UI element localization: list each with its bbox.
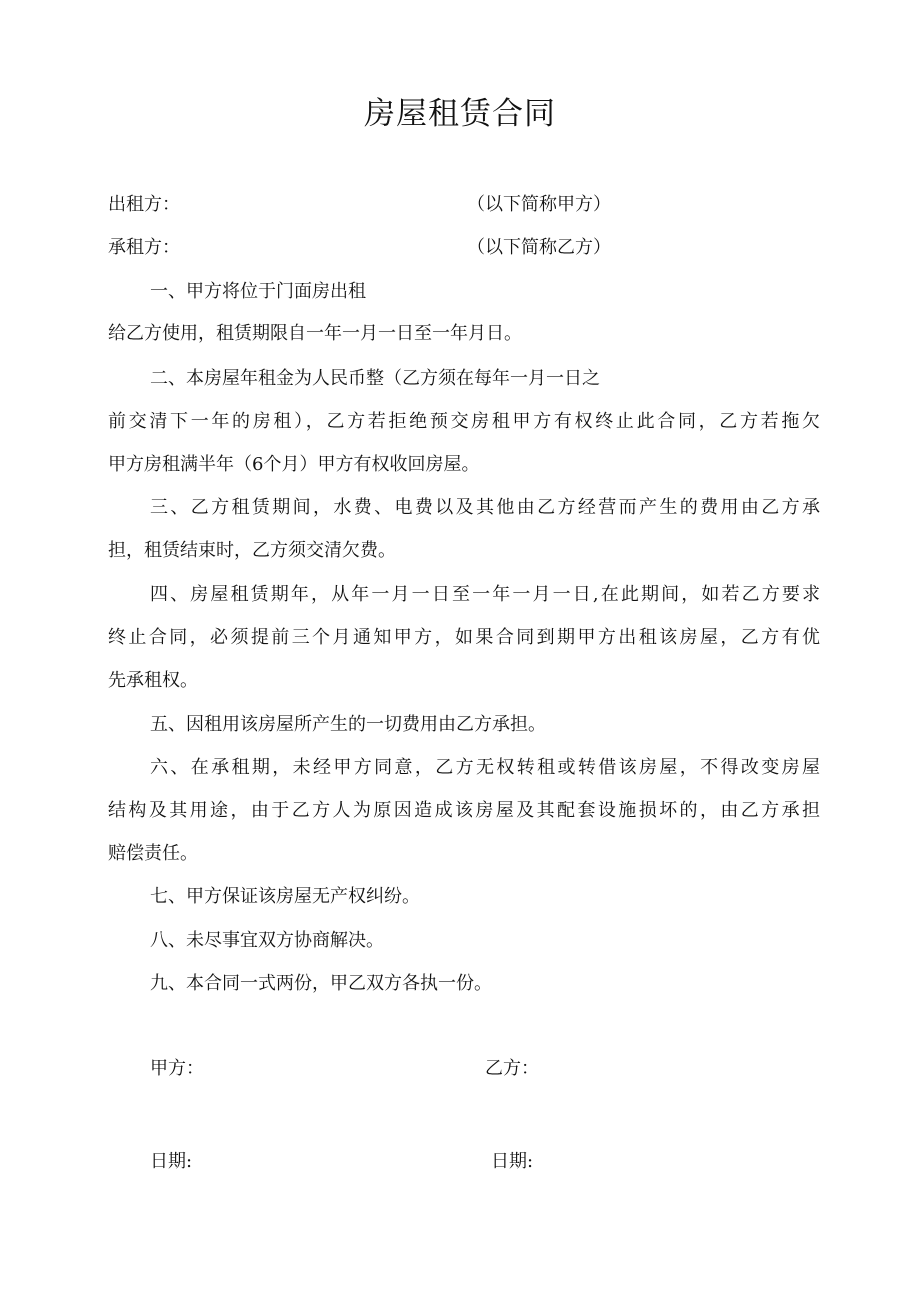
party-a-signature-label: 甲方： xyxy=(150,1058,204,1079)
lessor-label: 出租方： xyxy=(108,194,180,215)
clause-4-line-3: 先承租权。 xyxy=(108,670,198,691)
clause-4-line-2: 终止合同，必须提前三个月通知甲方，如果合同到期甲方出租该房屋，乙方有优 xyxy=(108,627,820,648)
clause-2-line-3: 甲方房租满半年（6个月）甲方有权收回房屋。 xyxy=(108,454,480,475)
clause-6-line-2: 结构及其用途，由于乙方人为原因造成该房屋及其配套设施损坏的，由乙方承担 xyxy=(108,800,820,821)
clause-1-line-2: 给乙方使用，租赁期限自一年一月一日至一年月日。 xyxy=(108,323,522,344)
clause-2-line-2: 前交清下一年的房租），乙方若拒绝预交房租甲方有权终止此合同，乙方若拖欠 xyxy=(108,411,820,432)
clause-3-line-1: 三、乙方租赁期间，水费、电费以及其他由乙方经营而产生的费用由乙方承 xyxy=(150,497,820,518)
party-b-signature-label: 乙方： xyxy=(485,1058,539,1079)
document-title: 房屋租赁合同 xyxy=(364,96,556,132)
clause-6-line-1: 六、在承租期，未经甲方同意，乙方无权转租或转借该房屋，不得改变房屋 xyxy=(150,757,820,778)
clause-6-line-3: 赔偿责任。 xyxy=(108,843,198,864)
clause-2-line-1: 二、本房屋年租金为人民币整（乙方须在每年一月一日之 xyxy=(150,368,600,389)
clause-3-line-2: 担，租赁结束时，乙方须交清欠费。 xyxy=(108,540,396,561)
lessee-label: 承租方： xyxy=(108,237,180,258)
clause-8-line-1: 八、未尽事宜双方协商解决。 xyxy=(150,930,384,951)
clause-5-line-1: 五、因租用该房屋所产生的一切费用由乙方承担。 xyxy=(150,714,546,735)
clause-7-line-1: 七、甲方保证该房屋无产权纠纷。 xyxy=(150,886,420,907)
lessee-note: （以下简称乙方） xyxy=(467,237,611,258)
party-a-date-label: 日期: xyxy=(150,1151,193,1172)
party-b-date-label: 日期: xyxy=(491,1151,534,1172)
lessor-note: （以下简称甲方） xyxy=(467,194,611,215)
clause-4-line-1: 四、房屋租赁期年，从年一月一日至一年一月一日,在此期间，如若乙方要求 xyxy=(150,584,820,605)
clause-9-line-1: 九、本合同一式两份，甲乙双方各执一份。 xyxy=(150,973,492,994)
clause-1-line-1: 一、甲方将位于门面房出租 xyxy=(150,281,366,302)
